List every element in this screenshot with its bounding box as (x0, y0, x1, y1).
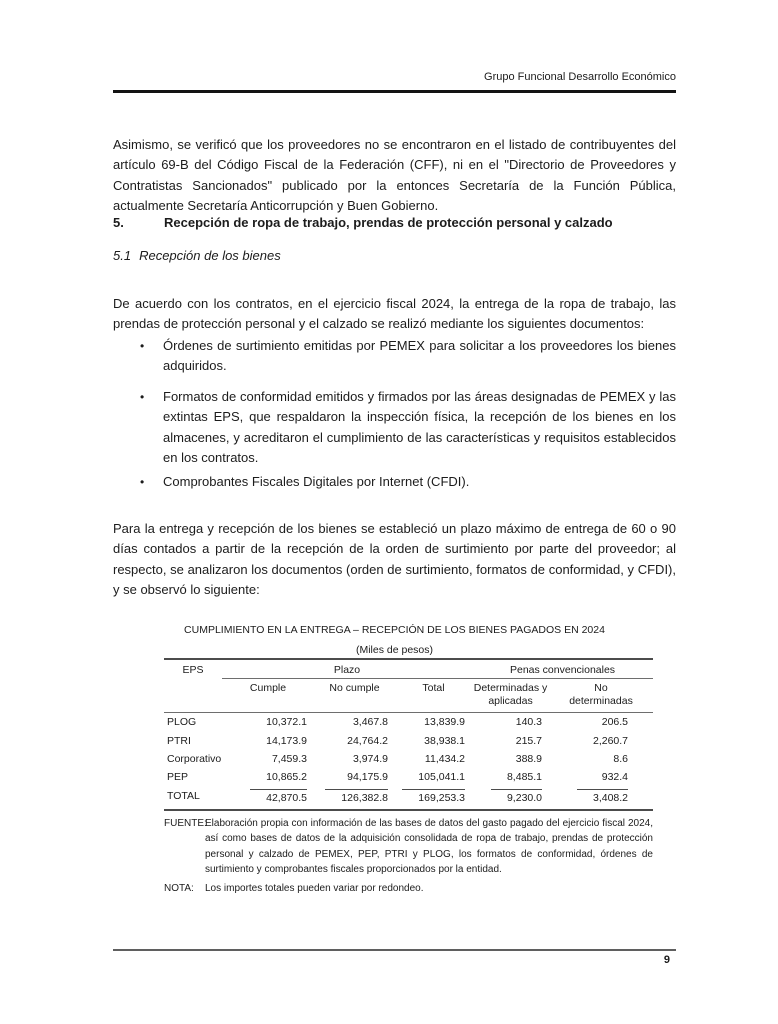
cell-penas-no-det-total: 3,408.2 (549, 787, 653, 811)
col-header-determinadas: Determinadas y aplicadas (472, 679, 549, 713)
cell-penas-no-det: 932.4 (601, 771, 629, 784)
running-header: Grupo Funcional Desarrollo Económico (484, 71, 676, 83)
cell-no-cumple: 94,175.9 (347, 771, 388, 784)
cell-total-total: 169,253.3 (395, 787, 472, 811)
table-group-header-row (164, 659, 653, 679)
bullet-text: Formatos de conformidad emitidos y firmados por las áreas designadas de PEMEX y las extintas EPS, que respaldaron la inspección física, la recepción de los bienes en los almacenes, y acreditaron el cumplimiento de las características y requisitos establecidos en los contratos. (163, 389, 676, 466)
source-text: Elaboración propia con información de las bases de datos del gasto pagado del ejercicio fiscal 2024, así como bases de datos de la adquisición consolidada de ropa de trabajo, prendas de protección personal y calzado de PEMEX, PEP, PTRI y PLOG, los formatos de conformidad, órdenes de surtimiento y comprobantes fiscales proporcionados por la entidad. (205, 818, 653, 876)
table-title: CUMPLIMIENTO EN LA ENTREGA – RECEPCIÓN DE LOS BIENES PAGADOS EN 2024 (184, 624, 605, 636)
cell-cumple: 10,865.2 (266, 771, 307, 784)
subsection-heading (113, 246, 676, 266)
cell-cumple-total: 42,870.5 (222, 787, 314, 811)
section-number: 5. (113, 215, 124, 230)
cell-no-cumple-total: 126,382.8 (314, 787, 395, 811)
table-row (164, 731, 653, 749)
cell-eps: PLOG (167, 716, 197, 729)
source-note (164, 816, 653, 878)
col-header-eps: EPS (164, 659, 222, 713)
col-header-total: Total (395, 679, 472, 713)
cell-cumple: 14,173.9 (266, 734, 307, 747)
col-header-no-cumple: No cumple (314, 679, 395, 713)
footnote-text: Los importes totales pueden variar por redondeo. (205, 883, 424, 894)
table-subtitle: (Miles de pesos) (355, 644, 434, 656)
cell-penas-det: 8,485.1 (506, 771, 543, 784)
bullet-text: Comprobantes Fiscales Digitales por Internet (CFDI). (163, 474, 470, 489)
cell-penas-no-det: 8.6 (613, 752, 629, 765)
footer-rule (113, 949, 676, 951)
cell-total: 13,839.9 (424, 716, 466, 729)
cell-total: 11,434.2 (424, 752, 466, 765)
section-title: Recepción de ropa de trabajo, prendas de protección personal y calzado (164, 215, 613, 230)
cell-eps: PEP (167, 771, 189, 784)
table-total-row (164, 787, 653, 811)
bullet-text: Órdenes de surtimiento emitidas por PEMEX para solicitar a los proveedores los bienes adquiridos. (163, 338, 676, 374)
page-number: 9 (663, 954, 670, 966)
col-group-penas: Penas convencionales (472, 659, 653, 679)
cell-no-cumple: 3,974.9 (352, 752, 388, 765)
table-row (164, 713, 653, 732)
subsection-title: Recepción de los bienes (139, 248, 281, 263)
footnote (164, 881, 653, 896)
cell-total: 105,041.1 (418, 771, 466, 784)
cell-penas-no-det: 2,260.7 (592, 734, 629, 747)
header-rule (113, 90, 676, 93)
bullet-icon: • (140, 339, 145, 353)
paragraph-asimismo: Asimismo, se verificó que los proveedores no se encontraron en el listado de contribuyentes del artículo 69-B del Código Fiscal de la Federación (CFF), ni en el "Directorio de Proveedores y Contratistas Sancionados" publicado por la entonces Secretaría de la Función Pública, actualmente Secretaría Anticorrupción y Buen Gobierno. (113, 137, 676, 214)
bullet-item (140, 336, 676, 377)
cell-total: 38,938.1 (424, 734, 466, 747)
table-subheader-row (164, 679, 653, 713)
bullet-item (140, 387, 676, 469)
cell-eps: Corporativo (167, 752, 222, 765)
cell-penas-det: 140.3 (515, 716, 543, 729)
bullet-icon: • (140, 390, 145, 404)
cell-eps-total: TOTAL (167, 790, 200, 803)
cell-penas-det: 388.9 (515, 752, 543, 765)
cell-cumple: 10,372.1 (266, 716, 307, 729)
cell-cumple: 7,459.3 (271, 752, 307, 765)
subsection-number: 5.1 (113, 248, 132, 263)
paragraph-para-la-entrega: Para la entrega y recepción de los bienes se estableció un plazo máximo de entrega de 60 o 90 días contados a partir de la recepción de la orden de surtimiento por parte del proveedor; al respecto, se analizaron los documentos (orden de surtimiento, formatos de conformidad, y CFDI), y se observó lo siguiente: (113, 521, 676, 598)
table-row (164, 768, 653, 786)
bullet-icon: • (140, 475, 145, 489)
bullet-item (140, 472, 676, 492)
cell-eps: PTRI (167, 734, 191, 747)
cell-no-cumple: 3,467.8 (352, 716, 388, 729)
cell-penas-no-det: 206.5 (601, 716, 629, 729)
cell-penas-det-total: 9,230.0 (472, 787, 549, 811)
source-label: FUENTE: (164, 818, 207, 829)
col-header-no-determinadas: No determinadas (549, 679, 653, 713)
col-header-cumple: Cumple (222, 679, 314, 713)
table-row (164, 750, 653, 768)
compliance-table (164, 658, 653, 811)
section-heading (113, 213, 676, 233)
col-group-plazo: Plazo (222, 659, 472, 679)
footnote-label: NOTA: (164, 883, 194, 894)
paragraph-de-acuerdo: De acuerdo con los contratos, en el ejercicio fiscal 2024, la entrega de la ropa de trabajo, las prendas de protección personal y el calzado se realizó mediante los siguientes documentos: (113, 296, 676, 332)
cell-penas-det: 215.7 (515, 734, 543, 747)
cell-no-cumple: 24,764.2 (347, 734, 388, 747)
